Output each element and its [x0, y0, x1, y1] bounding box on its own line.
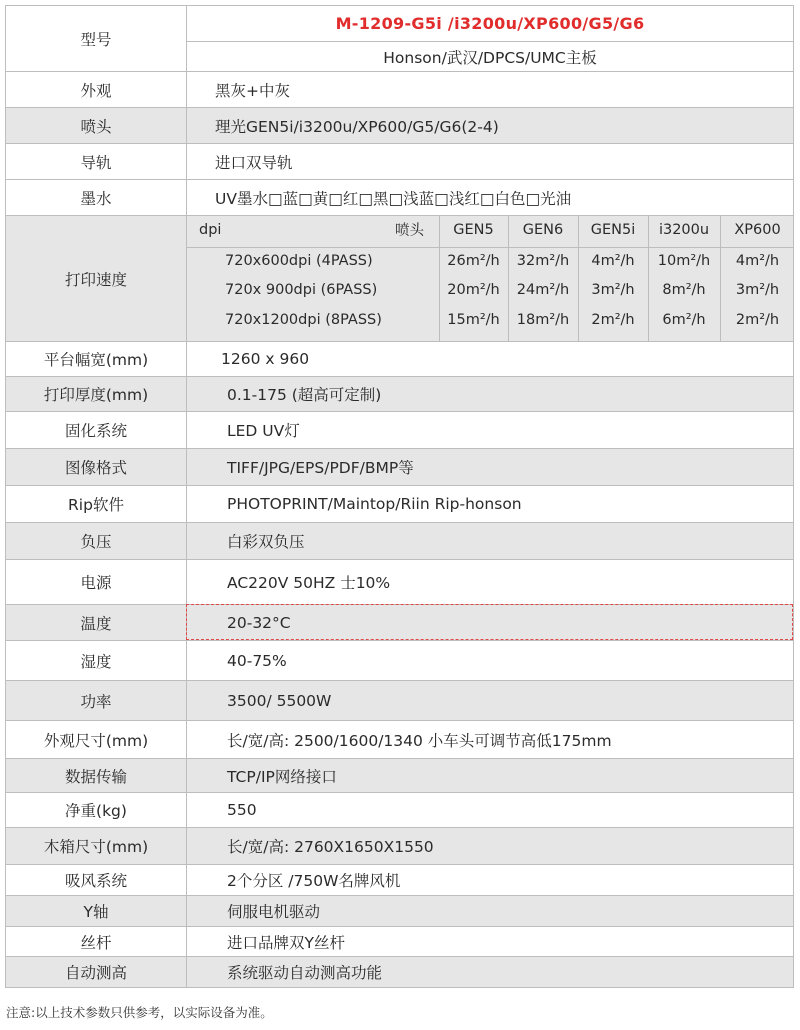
row-value: 20-32°C: [227, 613, 291, 632]
speed-label: 打印速度: [6, 216, 187, 341]
row-value: 黑灰+中灰: [215, 81, 290, 100]
speed-value: 15m²/h: [447, 312, 500, 328]
spec-table: [5, 5, 794, 988]
dpi-header: dpi: [199, 222, 222, 238]
row-value: LED UV灯: [227, 422, 300, 440]
spec-row-suction: [5, 865, 794, 896]
row-label: 墨水: [6, 180, 187, 215]
spec-row-platform-width: [5, 342, 794, 377]
row-label: 温度: [6, 605, 187, 640]
spec-row-rail: [5, 144, 794, 180]
row-label: 打印厚度(mm): [6, 377, 187, 411]
speed-value: 6m²/h: [662, 312, 706, 328]
row-value: 系统驱动自动测高功能: [227, 964, 383, 982]
speed-value: 26m²/h: [447, 253, 500, 269]
row-value: PHOTOPRINT/Maintop/Riin Rip-honson: [227, 495, 522, 513]
row-label: 固化系统: [6, 412, 187, 448]
spec-row-temperature: [5, 605, 794, 641]
row-label: 功率: [6, 681, 187, 720]
spec-row-auto-height: [5, 957, 794, 988]
spec-row-rip-software: [5, 486, 794, 523]
row-value: 2个分区 /750W名牌风机: [227, 872, 401, 890]
spec-row-data-transfer: [5, 759, 794, 793]
head-gen6: GEN6: [522, 222, 564, 238]
spec-row-ink: [5, 180, 794, 216]
speed-value: 24m²/h: [516, 282, 570, 298]
row-value: TCP/IP网络接口: [227, 767, 337, 786]
spec-row-crate-size: [5, 828, 794, 865]
row-value: UV墨水□蓝□黄□红□黑□浅蓝□浅红□白色□光油: [215, 189, 572, 208]
model-board: Honson/武汉/DPCS/UMC主板: [383, 48, 597, 67]
spec-row-lead-screw: [5, 927, 794, 957]
head-i3200u: i3200u: [658, 222, 710, 238]
row-label: 丝杆: [6, 927, 187, 956]
model-row: [5, 5, 794, 72]
spec-row-printhead: [5, 108, 794, 144]
row-label: 电源: [6, 560, 187, 604]
row-label: 数据传输: [6, 759, 187, 792]
footnote: 注意:以上技术参数只供参考，以实际设备为准。: [6, 1005, 273, 1020]
row-value: 理光GEN5i/i3200u/XP600/G5/G6(2-4): [215, 117, 499, 136]
row-value: 1260 x 960: [221, 350, 310, 368]
speed-value: 32m²/h: [516, 253, 570, 269]
spec-row-power-supply: [5, 560, 794, 605]
spec-row-net-weight: [5, 793, 794, 828]
nozzle-header: 喷头: [395, 223, 424, 239]
spec-row-curing: [5, 412, 794, 449]
head-gen5i: GEN5i: [590, 222, 636, 238]
row-value: 进口品牌双Y丝杆: [227, 933, 345, 952]
speed-value: 4m²/h: [735, 253, 780, 269]
model-label: 型号: [6, 6, 187, 71]
row-value: 伺服电机驱动: [227, 903, 321, 921]
row-value: TIFF/JPG/EPS/PDF/BMP等: [227, 459, 414, 477]
speed-value: 2m²/h: [735, 312, 780, 328]
row-label: 喷头: [6, 108, 187, 143]
speed-value: 2m²/h: [591, 312, 635, 328]
row-label: Rip软件: [6, 486, 187, 522]
spec-row-thickness: [5, 377, 794, 412]
spec-row-negative-pressure: [5, 523, 794, 560]
spec-row-humidity: [5, 641, 794, 681]
row-value: 40-75%: [227, 651, 287, 670]
spec-row-power: [5, 681, 794, 721]
row-label: 导轨: [6, 144, 187, 179]
model-name: M-1209-G5i /i3200u/XP600/G5/G6: [187, 6, 793, 42]
row-value: 长/宽/高: 2500/1600/1340 小车头可调节高低175mm: [227, 731, 612, 750]
row-value: 进口双导轨: [215, 153, 293, 172]
spec-row-image-format: [5, 449, 794, 486]
speed-value: 8m²/h: [662, 282, 706, 298]
row-label: 负压: [6, 523, 187, 559]
speed-value: 18m²/h: [516, 312, 570, 328]
row-label: 净重(kg): [6, 793, 187, 827]
speed-resolution: 720x1200dpi (8PASS): [225, 312, 382, 328]
row-label: 湿度: [6, 641, 187, 680]
spec-row-dimensions: [5, 721, 794, 759]
speed-resolution: 720x600dpi (4PASS): [225, 253, 373, 269]
head-xp600: XP600: [734, 222, 781, 238]
spec-row-appearance: [5, 72, 794, 108]
row-label: 平台幅宽(mm): [6, 342, 187, 376]
row-label: 木箱尺寸(mm): [6, 828, 187, 864]
row-value: 550: [227, 801, 257, 819]
speed-value: 4m²/h: [591, 253, 635, 269]
row-value: 长/宽/高: 2760X1650X1550: [227, 838, 434, 856]
row-label: 外观尺寸(mm): [6, 721, 187, 758]
row-value: 0.1-175 (超高可定制): [227, 386, 382, 404]
head-gen5: GEN5: [453, 222, 494, 238]
speed-subtable: [187, 216, 793, 341]
speed-resolution: 720x 900dpi (6PASS): [225, 282, 378, 298]
spec-row-speed: [5, 216, 794, 342]
speed-value: 20m²/h: [447, 282, 500, 298]
speed-value: 3m²/h: [735, 282, 780, 298]
row-value: 3500/ 5500W: [227, 691, 332, 710]
speed-value: 3m²/h: [591, 282, 635, 298]
row-label: 自动测高: [6, 957, 187, 987]
speed-value: 10m²/h: [657, 253, 711, 269]
row-value: 白彩双负压: [227, 533, 305, 551]
row-label: Y轴: [6, 896, 187, 926]
row-label: 图像格式: [6, 449, 187, 485]
row-label: 外观: [6, 72, 187, 107]
spec-row-y-axis: [5, 896, 794, 927]
row-label: 吸风系统: [6, 865, 187, 895]
row-value: AC220V 50HZ 士10%: [227, 574, 391, 592]
